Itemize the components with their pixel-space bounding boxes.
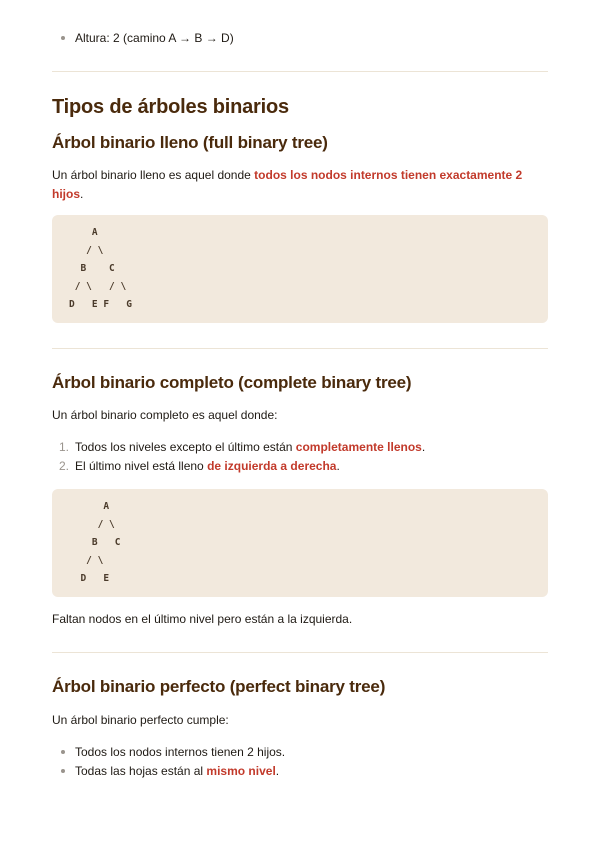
- bullet-icon: [61, 769, 65, 773]
- list-item-suffix: .: [336, 459, 340, 473]
- bullet-icon: [61, 36, 65, 40]
- list-item-suffix: .: [421, 440, 426, 454]
- list-item-text: Altura: 2 (camino A → B → D): [75, 31, 234, 45]
- list-item-highlight: completamente llenos: [295, 440, 422, 454]
- list-number: 2.: [59, 459, 70, 473]
- divider: [52, 652, 548, 653]
- full-tree-title: Árbol binario lleno (full binary tree): [52, 133, 328, 152]
- full-tree-code-block: [52, 215, 548, 323]
- complete-tree-title: Árbol binario completo (complete binary tree): [52, 373, 412, 392]
- list-item: [75, 762, 279, 780]
- full-tree-paragraph: [52, 166, 548, 204]
- list-item: [75, 29, 234, 47]
- list-item-prefix: El último nivel está lleno: [75, 459, 208, 473]
- list-number: 1.: [59, 440, 70, 454]
- divider: [52, 348, 548, 349]
- list-item: [59, 438, 426, 456]
- list-item-suffix: .: [275, 764, 280, 778]
- divider: [52, 71, 548, 72]
- list-item-prefix: Todos los niveles excepto el último están: [75, 440, 296, 454]
- perfect-tree-intro: Un árbol binario perfecto cumple:: [52, 713, 229, 727]
- list-item-prefix: Todos los nodos internos tienen 2 hijos.: [75, 745, 286, 759]
- complete-tree-code-block: [52, 489, 548, 597]
- list-item-prefix: Todas las hojas están al: [75, 764, 207, 778]
- section-title: Tipos de árboles binarios: [52, 96, 289, 118]
- complete-tree-note: Faltan nodos en el último nivel pero están a la izquierda.: [52, 612, 353, 626]
- list-item-highlight: de izquierda a derecha: [207, 459, 337, 473]
- full-tree-highlight: todos los nodos internos tienen exactamente 2 hijos: [52, 168, 523, 201]
- full-tree-paragraph-prefix: Un árbol binario lleno es aquel donde: [52, 168, 255, 182]
- bullet-icon: [61, 750, 65, 754]
- complete-tree-intro: Un árbol binario completo es aquel donde:: [52, 408, 278, 422]
- list-item-highlight: mismo nivel: [206, 764, 276, 778]
- full-tree-paragraph-suffix: .: [80, 187, 84, 201]
- list-item: [59, 457, 340, 475]
- full-tree-code: A / \ B C / \ / \ D E F G: [69, 227, 132, 310]
- complete-tree-code: A / \ B C / \ D E: [80, 501, 121, 584]
- list-item: [75, 743, 285, 761]
- perfect-tree-title: Árbol binario perfecto (perfect binary tree): [52, 677, 386, 696]
